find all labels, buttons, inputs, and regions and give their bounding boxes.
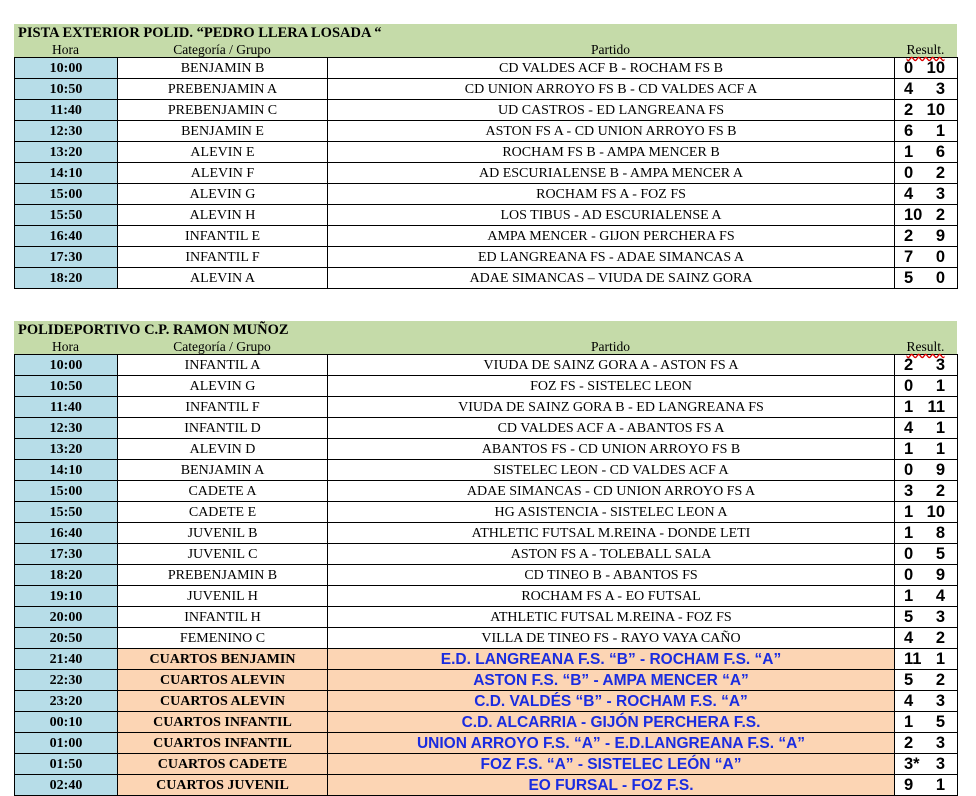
score-away: 2 bbox=[935, 670, 945, 689]
score-away: 10 bbox=[926, 100, 945, 119]
score-home: 0 bbox=[904, 565, 914, 584]
cell-hora: 17:30 bbox=[15, 544, 118, 565]
table-row bbox=[15, 100, 958, 121]
score-home: 3* bbox=[904, 754, 920, 773]
result-score bbox=[895, 377, 957, 396]
cell-result bbox=[895, 79, 958, 100]
cell-categoria: JUVENIL H bbox=[118, 586, 328, 607]
cell-result bbox=[895, 439, 958, 460]
cell-result bbox=[895, 775, 958, 796]
cell-partido: CD TINEO B - ABANTOS FS bbox=[328, 565, 895, 586]
cell-partido: CD VALDES ACF A - ABANTOS FS A bbox=[328, 418, 895, 439]
cell-categoria: ALEVIN D bbox=[118, 439, 328, 460]
cell-partido: ASTON FS A - CD UNION ARROYO FS B bbox=[328, 121, 895, 142]
table-row bbox=[15, 205, 958, 226]
score-away: 10 bbox=[926, 502, 945, 521]
cell-categoria: CUARTOS JUVENIL bbox=[118, 775, 328, 796]
cell-result bbox=[895, 121, 958, 142]
cell-hora: 15:00 bbox=[15, 184, 118, 205]
score-home: 1 bbox=[904, 523, 914, 542]
score-home: 4 bbox=[904, 418, 914, 437]
cell-categoria: INFANTIL F bbox=[118, 397, 328, 418]
cell-categoria: BENJAMIN B bbox=[118, 58, 328, 79]
score-away: 3 bbox=[935, 355, 945, 374]
cell-result bbox=[895, 607, 958, 628]
cell-partido: HG ASISTENCIA - SISTELEC LEON A bbox=[328, 502, 895, 523]
table-row bbox=[15, 502, 958, 523]
score-home: 0 bbox=[904, 163, 914, 182]
result-score bbox=[895, 122, 957, 141]
score-home: 2 bbox=[904, 226, 914, 245]
cell-categoria: ALEVIN A bbox=[118, 268, 328, 289]
table-row bbox=[15, 397, 958, 418]
cell-hora: 10:50 bbox=[15, 79, 118, 100]
cell-partido: ATHLETIC FUTSAL M.REINA - FOZ FS bbox=[328, 607, 895, 628]
table-row bbox=[15, 121, 958, 142]
result-score bbox=[895, 101, 957, 120]
score-home: 4 bbox=[904, 628, 914, 647]
result-score bbox=[895, 545, 957, 564]
cell-categoria: INFANTIL F bbox=[118, 247, 328, 268]
table-row bbox=[15, 712, 958, 733]
header-hora: Hora bbox=[52, 339, 79, 354]
cell-result bbox=[895, 544, 958, 565]
cell-hora: 18:20 bbox=[15, 268, 118, 289]
score-home: 1 bbox=[904, 502, 914, 521]
result-score bbox=[895, 461, 957, 480]
cell-hora: 13:20 bbox=[15, 439, 118, 460]
section-title: POLIDEPORTIVO C.P. RAMON MUÑOZ bbox=[14, 321, 957, 339]
cell-result bbox=[895, 670, 958, 691]
cell-partido: CD VALDES ACF B - ROCHAM FS B bbox=[328, 58, 895, 79]
score-away: 1 bbox=[935, 649, 945, 668]
table-row bbox=[15, 670, 958, 691]
score-away: 6 bbox=[935, 142, 945, 161]
score-home: 0 bbox=[904, 544, 914, 563]
result-score bbox=[895, 356, 957, 375]
cell-partido: E.D. LANGREANA F.S. “B” - ROCHAM F.S. “A” bbox=[328, 649, 895, 670]
cell-partido: ROCHAM FS B - AMPA MENCER B bbox=[328, 142, 895, 163]
cell-partido: AMPA MENCER - GIJON PERCHERA FS bbox=[328, 226, 895, 247]
table-row bbox=[15, 355, 958, 376]
table-row bbox=[15, 376, 958, 397]
cell-hora: 01:00 bbox=[15, 733, 118, 754]
result-score bbox=[895, 482, 957, 501]
score-away: 3 bbox=[935, 79, 945, 98]
cell-categoria: CADETE E bbox=[118, 502, 328, 523]
cell-partido: VILLA DE TINEO FS - RAYO VAYA CAÑO bbox=[328, 628, 895, 649]
header-categoria: Categoría / Grupo bbox=[173, 42, 271, 57]
score-away: 1 bbox=[935, 775, 945, 794]
score-away: 1 bbox=[935, 376, 945, 395]
cell-hora: 02:40 bbox=[15, 775, 118, 796]
column-headers bbox=[14, 42, 957, 57]
cell-hora: 23:20 bbox=[15, 691, 118, 712]
score-away: 1 bbox=[935, 121, 945, 140]
cell-hora: 00:10 bbox=[15, 712, 118, 733]
cell-result bbox=[895, 355, 958, 376]
cell-result bbox=[895, 418, 958, 439]
cell-hora: 16:40 bbox=[15, 226, 118, 247]
result-score bbox=[895, 608, 957, 627]
cell-hora: 12:30 bbox=[15, 121, 118, 142]
table-row bbox=[15, 247, 958, 268]
cell-partido: VIUDA DE SAINZ GORA B - ED LANGREANA FS bbox=[328, 397, 895, 418]
result-score bbox=[895, 440, 957, 459]
score-away: 0 bbox=[935, 268, 945, 287]
cell-result bbox=[895, 142, 958, 163]
cell-result bbox=[895, 268, 958, 289]
table-row bbox=[15, 163, 958, 184]
result-score bbox=[895, 59, 957, 78]
score-away: 5 bbox=[935, 544, 945, 563]
score-home: 10 bbox=[904, 205, 923, 224]
score-home: 9 bbox=[904, 775, 914, 794]
cell-categoria: CUARTOS BENJAMIN bbox=[118, 649, 328, 670]
cell-partido: ASTON F.S. “B” - AMPA MENCER “A” bbox=[328, 670, 895, 691]
cell-hora: 13:20 bbox=[15, 142, 118, 163]
score-home: 2 bbox=[904, 100, 914, 119]
table-row bbox=[15, 628, 958, 649]
table-row bbox=[15, 268, 958, 289]
score-away: 2 bbox=[935, 481, 945, 500]
cell-partido: ROCHAM FS A - FOZ FS bbox=[328, 184, 895, 205]
cell-result bbox=[895, 460, 958, 481]
cell-categoria: CUARTOS INFANTIL bbox=[118, 712, 328, 733]
cell-result bbox=[895, 733, 958, 754]
result-score bbox=[895, 650, 957, 669]
score-home: 6 bbox=[904, 121, 914, 140]
score-away: 9 bbox=[935, 565, 945, 584]
cell-result bbox=[895, 649, 958, 670]
score-home: 1 bbox=[904, 712, 914, 731]
score-home: 3 bbox=[904, 481, 914, 500]
cell-hora: 11:40 bbox=[15, 397, 118, 418]
cell-categoria: PREBENJAMIN B bbox=[118, 565, 328, 586]
schedule-table bbox=[14, 354, 958, 796]
cell-result bbox=[895, 481, 958, 502]
table-row bbox=[15, 586, 958, 607]
result-score bbox=[895, 185, 957, 204]
cell-result bbox=[895, 523, 958, 544]
cell-categoria: JUVENIL B bbox=[118, 523, 328, 544]
cell-partido: FOZ F.S. “A” - SISTELEC LEÓN “A” bbox=[328, 754, 895, 775]
result-score bbox=[895, 227, 957, 246]
cell-categoria: CUARTOS INFANTIL bbox=[118, 733, 328, 754]
table-row bbox=[15, 691, 958, 712]
cell-categoria: INFANTIL E bbox=[118, 226, 328, 247]
score-home: 5 bbox=[904, 607, 914, 626]
score-away: 9 bbox=[935, 226, 945, 245]
cell-categoria: CADETE A bbox=[118, 481, 328, 502]
cell-result bbox=[895, 184, 958, 205]
cell-result bbox=[895, 754, 958, 775]
cell-categoria: ALEVIN E bbox=[118, 142, 328, 163]
table-row bbox=[15, 142, 958, 163]
score-away: 1 bbox=[935, 418, 945, 437]
score-home: 1 bbox=[904, 586, 914, 605]
cell-hora: 16:40 bbox=[15, 523, 118, 544]
cell-hora: 22:30 bbox=[15, 670, 118, 691]
cell-categoria: FEMENINO C bbox=[118, 628, 328, 649]
cell-result bbox=[895, 58, 958, 79]
result-score bbox=[895, 503, 957, 522]
cell-result bbox=[895, 712, 958, 733]
cell-hora: 10:00 bbox=[15, 355, 118, 376]
cell-partido: ADAE SIMANCAS - CD UNION ARROYO FS A bbox=[328, 481, 895, 502]
result-score bbox=[895, 206, 957, 225]
score-home: 2 bbox=[904, 733, 914, 752]
result-score bbox=[895, 587, 957, 606]
cell-hora: 14:10 bbox=[15, 460, 118, 481]
table-row bbox=[15, 58, 958, 79]
score-away: 2 bbox=[935, 163, 945, 182]
table-row bbox=[15, 544, 958, 565]
header-result: Result. bbox=[906, 339, 945, 354]
cell-categoria: ALEVIN F bbox=[118, 163, 328, 184]
table-row bbox=[15, 184, 958, 205]
cell-partido: ATHLETIC FUTSAL M.REINA - DONDE LETI bbox=[328, 523, 895, 544]
cell-categoria: ALEVIN G bbox=[118, 376, 328, 397]
table-row bbox=[15, 418, 958, 439]
cell-categoria: ALEVIN H bbox=[118, 205, 328, 226]
score-away: 8 bbox=[935, 523, 945, 542]
score-home: 5 bbox=[904, 268, 914, 287]
header-result: Result. bbox=[906, 42, 945, 57]
score-home: 4 bbox=[904, 691, 914, 710]
score-home: 11 bbox=[904, 649, 922, 668]
cell-partido: ROCHAM FS A - EO FUTSAL bbox=[328, 586, 895, 607]
score-away: 0 bbox=[935, 247, 945, 266]
cell-hora: 18:20 bbox=[15, 565, 118, 586]
cell-hora: 10:00 bbox=[15, 58, 118, 79]
cell-partido: UNION ARROYO F.S. “A” - E.D.LANGREANA F.S. “A” bbox=[328, 733, 895, 754]
cell-hora: 21:40 bbox=[15, 649, 118, 670]
result-score bbox=[895, 398, 957, 417]
cell-partido: UD CASTROS - ED LANGREANA FS bbox=[328, 100, 895, 121]
result-score bbox=[895, 629, 957, 648]
cell-categoria: PREBENJAMIN C bbox=[118, 100, 328, 121]
score-away: 4 bbox=[935, 586, 945, 605]
cell-categoria: INFANTIL H bbox=[118, 607, 328, 628]
cell-result bbox=[895, 628, 958, 649]
cell-hora: 10:50 bbox=[15, 376, 118, 397]
cell-categoria: BENJAMIN A bbox=[118, 460, 328, 481]
cell-categoria: CUARTOS CADETE bbox=[118, 754, 328, 775]
cell-categoria: CUARTOS ALEVIN bbox=[118, 670, 328, 691]
table-row bbox=[15, 733, 958, 754]
cell-result bbox=[895, 565, 958, 586]
cell-hora: 11:40 bbox=[15, 100, 118, 121]
cell-partido: ASTON FS A - TOLEBALL SALA bbox=[328, 544, 895, 565]
cell-result bbox=[895, 502, 958, 523]
score-home: 0 bbox=[904, 58, 914, 77]
score-home: 7 bbox=[904, 247, 914, 266]
score-home: 0 bbox=[904, 376, 914, 395]
section-pista-exterior bbox=[14, 24, 957, 289]
cell-hora: 01:50 bbox=[15, 754, 118, 775]
header-hora: Hora bbox=[52, 42, 79, 57]
result-score bbox=[895, 713, 957, 732]
cell-categoria: CUARTOS ALEVIN bbox=[118, 691, 328, 712]
cell-partido: C.D. ALCARRIA - GIJÓN PERCHERA F.S. bbox=[328, 712, 895, 733]
cell-result bbox=[895, 691, 958, 712]
score-away: 3 bbox=[935, 754, 945, 773]
table-row bbox=[15, 226, 958, 247]
table-row bbox=[15, 481, 958, 502]
section-title: PISTA EXTERIOR POLID. “PEDRO LLERA LOSADA “ bbox=[14, 24, 957, 42]
column-headers bbox=[14, 339, 957, 354]
cell-partido: CD UNION ARROYO FS B - CD VALDES ACF A bbox=[328, 79, 895, 100]
score-home: 0 bbox=[904, 460, 914, 479]
cell-categoria: INFANTIL D bbox=[118, 418, 328, 439]
cell-hora: 19:10 bbox=[15, 586, 118, 607]
cell-partido: LOS TIBUS - AD ESCURIALENSE A bbox=[328, 205, 895, 226]
table-row bbox=[15, 79, 958, 100]
result-score bbox=[895, 80, 957, 99]
cell-categoria: JUVENIL C bbox=[118, 544, 328, 565]
cell-result bbox=[895, 247, 958, 268]
score-home: 4 bbox=[904, 184, 914, 203]
score-away: 2 bbox=[935, 628, 945, 647]
score-away: 3 bbox=[935, 607, 945, 626]
cell-result bbox=[895, 586, 958, 607]
cell-categoria: PREBENJAMIN A bbox=[118, 79, 328, 100]
cell-partido: FOZ FS - SISTELEC LEON bbox=[328, 376, 895, 397]
score-home: 4 bbox=[904, 79, 914, 98]
cell-hora: 17:30 bbox=[15, 247, 118, 268]
result-score bbox=[895, 566, 957, 585]
score-away: 10 bbox=[926, 58, 945, 77]
cell-result bbox=[895, 397, 958, 418]
score-away: 3 bbox=[935, 691, 945, 710]
score-away: 9 bbox=[935, 460, 945, 479]
cell-categoria: ALEVIN G bbox=[118, 184, 328, 205]
schedule-table bbox=[14, 57, 958, 289]
result-score bbox=[895, 734, 957, 753]
table-row bbox=[15, 754, 958, 775]
cell-hora: 15:00 bbox=[15, 481, 118, 502]
header-partido: Partido bbox=[591, 42, 630, 57]
score-home: 1 bbox=[904, 142, 914, 161]
table-row bbox=[15, 460, 958, 481]
cell-categoria: BENJAMIN E bbox=[118, 121, 328, 142]
table-row bbox=[15, 523, 958, 544]
header-partido: Partido bbox=[591, 339, 630, 354]
result-score bbox=[895, 269, 957, 288]
result-score bbox=[895, 755, 957, 774]
cell-partido: AD ESCURIALENSE B - AMPA MENCER A bbox=[328, 163, 895, 184]
score-home: 5 bbox=[904, 670, 914, 689]
cell-result bbox=[895, 226, 958, 247]
score-away: 1 bbox=[935, 439, 945, 458]
section-polideportivo bbox=[14, 321, 957, 796]
cell-categoria: INFANTIL A bbox=[118, 355, 328, 376]
cell-hora: 14:10 bbox=[15, 163, 118, 184]
cell-partido: ABANTOS FS - CD UNION ARROYO FS B bbox=[328, 439, 895, 460]
cell-result bbox=[895, 163, 958, 184]
cell-partido: ADAE SIMANCAS – VIUDA DE SAINZ GORA bbox=[328, 268, 895, 289]
cell-hora: 15:50 bbox=[15, 502, 118, 523]
score-home: 1 bbox=[904, 397, 914, 416]
score-away: 5 bbox=[935, 712, 945, 731]
cell-hora: 15:50 bbox=[15, 205, 118, 226]
score-home: 2 bbox=[904, 355, 914, 374]
cell-result bbox=[895, 376, 958, 397]
cell-partido: EO FURSAL - FOZ F.S. bbox=[328, 775, 895, 796]
cell-result bbox=[895, 205, 958, 226]
cell-partido: SISTELEC LEON - CD VALDES ACF A bbox=[328, 460, 895, 481]
cell-hora: 12:30 bbox=[15, 418, 118, 439]
cell-partido: VIUDA DE SAINZ GORA A - ASTON FS A bbox=[328, 355, 895, 376]
result-score bbox=[895, 164, 957, 183]
table-row bbox=[15, 607, 958, 628]
result-score bbox=[895, 524, 957, 543]
score-away: 3 bbox=[935, 184, 945, 203]
table-row bbox=[15, 565, 958, 586]
result-score bbox=[895, 671, 957, 690]
result-score bbox=[895, 692, 957, 711]
score-away: 2 bbox=[935, 205, 945, 224]
cell-partido: ED LANGREANA FS - ADAE SIMANCAS A bbox=[328, 247, 895, 268]
score-away: 11 bbox=[927, 397, 945, 416]
score-away: 3 bbox=[935, 733, 945, 752]
header-categoria: Categoría / Grupo bbox=[173, 339, 271, 354]
result-score bbox=[895, 419, 957, 438]
score-home: 1 bbox=[904, 439, 914, 458]
cell-partido: C.D. VALDÉS “B” - ROCHAM F.S. “A” bbox=[328, 691, 895, 712]
result-score bbox=[895, 248, 957, 267]
cell-result bbox=[895, 100, 958, 121]
table-row bbox=[15, 649, 958, 670]
table-row bbox=[15, 775, 958, 796]
table-row bbox=[15, 439, 958, 460]
cell-hora: 20:50 bbox=[15, 628, 118, 649]
cell-hora: 20:00 bbox=[15, 607, 118, 628]
result-score bbox=[895, 143, 957, 162]
